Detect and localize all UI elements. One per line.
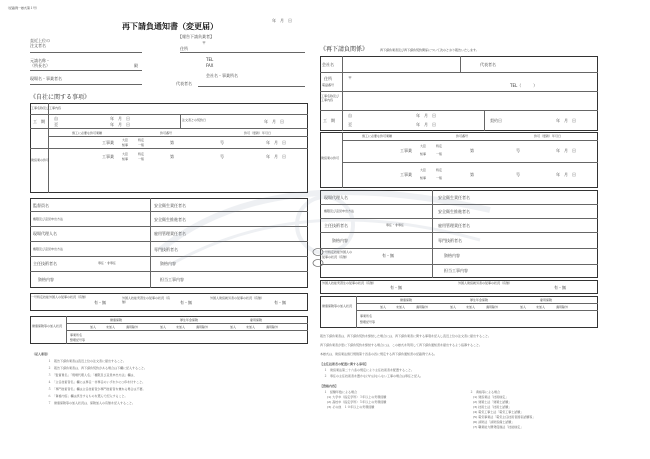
sub-governor-2: 知事: [420, 176, 427, 180]
license-label: 建設業の許可: [31, 158, 50, 162]
registered-label: 一号特定技能外国人の従事の状況（有無）: [31, 295, 89, 299]
pension-joined: 加入: [160, 325, 167, 329]
sub-special-1: 特定: [436, 144, 443, 148]
sub-period-from-date: 年 月 日: [416, 113, 436, 118]
sub-foreign-trainee-label: 外国人技能実習生の従事の状況（有無）: [322, 281, 377, 285]
general-2: 一般: [138, 157, 145, 161]
period-from: 自: [54, 116, 58, 121]
sub-insurance-row-line-1: [356, 303, 598, 304]
sub-company-col-line: [342, 56, 343, 131]
sub-health-joined: 加入: [380, 305, 387, 309]
sub-health-exempt: 適用除外: [416, 305, 429, 309]
sub-health-ins-label: 健康保険: [400, 298, 413, 302]
right-note-q9: (4) 電気工事士法「電気工事士試験」: [470, 410, 524, 414]
minister-1: 大臣: [122, 138, 129, 142]
work-name-label: 工事名称及び工事内容: [31, 106, 62, 110]
qualification-label-2: 資格内容: [160, 261, 176, 266]
submitter-line-1: [180, 52, 305, 53]
sub-foreign-construction-value: 有・無: [554, 285, 566, 290]
period-to: 至: [54, 122, 58, 127]
sub-full-time-label: 専任・非専任: [386, 223, 405, 227]
license-type-label: 施工に必要な許可業種: [72, 131, 103, 135]
personnel-row-line-3: [30, 241, 308, 242]
go-1: 号: [220, 140, 224, 145]
right-note-p1: 報告下請負業者は、再下請負契約を締結した場合には、再下請負業者に関する事項を記入し直近上位の注文者に提出すること。: [320, 334, 492, 338]
sub-period-label: 工 期: [323, 118, 335, 123]
right-note-p2: 再下請負業者が更に下請負契約を締結する場合には、この様式を利用して再下請負通知書を提出するよう指導すること。: [320, 343, 483, 347]
sub-office-name-label: 事業所名: [360, 314, 373, 318]
go-2: 号: [220, 154, 224, 159]
sub-employment-joined: 加入: [520, 305, 527, 309]
insurance-head: 健康保険等の加入状況: [32, 324, 63, 328]
sub-company-label: 会社名: [322, 62, 334, 67]
sub-minister-1: 大臣: [420, 144, 427, 148]
dono-label: 殿: [134, 63, 138, 68]
engineer-label: 主任技術者名: [33, 261, 57, 266]
sub-go-1: 号: [516, 148, 520, 153]
sub-insurance-head: 健康保険等の加入状況: [322, 304, 353, 308]
recipient-line-2: [30, 70, 142, 71]
note-7: ７ 健康保険等の加入状況は、保険加入の有無を記入すること。: [48, 401, 136, 405]
own-table-row-line-2: [30, 128, 308, 129]
sub-license-type-label: 施工に必要な許可業種: [362, 134, 393, 138]
pension-label: 厚生年金保険: [180, 318, 199, 322]
right-note-q3: (2) 高校卒（指定学科）５年以上の実務経験: [324, 400, 387, 404]
sub-specialist-label: 専門技術者名: [438, 238, 462, 243]
contract-date-label: 注文者との契約日: [182, 118, 207, 122]
sub-company-row-line-1: [320, 72, 598, 73]
sub-work-name-label: 工事名称及び工事内容: [321, 94, 340, 102]
note-5: ５ 「専門技術者名」欄は主任技術者が専門技術者を兼ねる場合は不要。: [48, 387, 146, 391]
personnel-row-line-2: [30, 226, 308, 227]
sub-special-2: 特定: [436, 168, 443, 172]
sub-permit-date-label: 許可（更新）年月日: [534, 134, 562, 138]
permit-no-label: 許可番号: [160, 131, 173, 135]
submitter-postal: 〒: [202, 40, 206, 45]
recipient-label-1: 直近上位の: [30, 38, 50, 43]
sub-company-row-line-3: [320, 110, 598, 111]
dai-1: 第: [170, 140, 174, 145]
sub-license-label: 建設業の許可: [321, 156, 340, 160]
work-content-label: 担当工事内容: [160, 277, 184, 282]
submitter-tel: TEL: [206, 57, 214, 62]
sub-license-row-line-1: [342, 140, 598, 141]
sub-pension-joined: 加入: [450, 305, 457, 309]
sub-tel: TEL（ ）: [510, 83, 538, 88]
foreign-construction-label: 外国人建設就労者の従事の状況（有無）: [210, 296, 265, 300]
sub-period-from: 自: [348, 113, 352, 118]
agent-label-2: （所長名）: [30, 63, 50, 68]
right-note-q8: (3) 技術士法「技術士試験」: [470, 405, 512, 409]
sub-minister-2: 大臣: [420, 168, 427, 172]
site-agent-label: 現場代理人名: [33, 231, 57, 236]
sub-safety-promoter-label: 安全衛生推進者名: [438, 209, 470, 214]
foreign-trainee-value: 有・無: [180, 300, 192, 305]
employment-not-joined: 未加入: [246, 325, 256, 329]
employment-exempt: 適用除外: [266, 325, 279, 329]
sub-auth-person-label: 権限及び意見申出方法: [324, 209, 355, 213]
recipient-label-2: 注文者名: [30, 43, 46, 48]
auth-person-label: 権限及び意見申出方法: [33, 217, 64, 221]
permit-date-2: 年 月 日: [266, 154, 286, 159]
sub-work-kind-1: 工事業: [400, 148, 412, 153]
full-time-label: 専任・非専任: [98, 261, 117, 265]
sub-rep-col-line: [460, 56, 461, 72]
governor-2: 知事: [122, 157, 129, 161]
right-note-q6: (1) 建設業法「技術検定」: [470, 395, 509, 399]
sub-permit-no-label: 許可番号: [456, 134, 469, 138]
contract-date-col-line: [180, 114, 181, 128]
sub-contract-col-line: [484, 110, 485, 131]
period-from-date: 年 月 日: [110, 116, 130, 121]
period-to-date: 年 月 日: [110, 122, 130, 127]
agent-label-1: 元請名称・: [30, 58, 50, 63]
health-ins-label: 健康保険: [110, 318, 123, 322]
health-not-joined: 未加入: [106, 325, 116, 329]
personnel-row-line-4: [30, 256, 308, 257]
contract-date-value: 年 月 日: [264, 119, 284, 124]
right-note-q11: (6) 消防法「消防設備士試験」: [470, 420, 515, 424]
form-number: （記載例一様式第１号）: [6, 6, 40, 10]
binder-holes-icon: [311, 247, 325, 269]
sub-permit-date-1: 年 月 日: [556, 148, 576, 153]
employment-mgr-label: 雇用管理責任者名: [154, 231, 186, 236]
sub-office-code-label: 整理記号等: [360, 320, 376, 324]
sub-dai-1: 第: [470, 148, 474, 153]
sub-registered-label-1: 一号特定技能外国人の: [322, 250, 353, 254]
foreign-construction-value: 有・無: [274, 300, 286, 305]
sub-pension-exempt: 適用除外: [486, 305, 499, 309]
pension-exempt: 適用除外: [196, 325, 209, 329]
date-label: 年 月 日: [272, 18, 292, 23]
sub-personnel-row-line-4: [320, 248, 598, 249]
sub-permit-date-2: 年 月 日: [556, 172, 576, 177]
period-label: 工 期: [33, 119, 45, 124]
sub-go-2: 号: [516, 172, 520, 177]
foreign-trainee-label: 外国人技能実習生の従事の状況（有無）: [122, 296, 171, 304]
employment-ins-label: 雇用保険: [250, 318, 263, 322]
sub-contract-label: 契約日: [490, 118, 502, 123]
dai-2: 第: [170, 154, 174, 159]
sub-work-kind-2: 工事業: [400, 172, 412, 177]
work-kind-1: 工事業: [102, 140, 114, 145]
right-note-s1: １ 建設業法第二十六条の規定により主任技術者を配置すること。: [324, 368, 415, 372]
sub-rep-label: 代表者名: [480, 62, 496, 67]
sub-employment-ins-label: 雇用保険: [540, 298, 553, 302]
insurance-row-line-1: [66, 323, 308, 324]
sub-general-1: 一般: [436, 152, 443, 156]
insurance-row-line-2: [66, 330, 308, 331]
permit-date-1: 年 月 日: [266, 140, 286, 145]
sub-insurance-col-line: [356, 296, 357, 328]
health-exempt: 適用除外: [126, 325, 139, 329]
employment-joined: 加入: [230, 325, 237, 329]
sub-company-row-line-2: [320, 91, 598, 92]
right-note-q4: (3) その他 １０年以上の実務経験: [324, 405, 375, 409]
sub-period-to-date: 年 月 日: [416, 122, 436, 127]
specialist-label: 専門技術者名: [154, 247, 178, 252]
sub-foreign-trainee-value: 有・無: [390, 285, 402, 290]
registered-value: 有・無: [94, 300, 106, 305]
own-section-heading: 《自社に関する事項》: [30, 94, 91, 101]
office-code-label: 整理記号等: [70, 338, 86, 342]
page-title: 再下請負通知書（変更届）: [122, 22, 218, 31]
submitter-company: 会社名・事業所名: [206, 73, 238, 78]
general-1: 一般: [138, 143, 145, 147]
sub-personnel-row-line-3: [320, 232, 598, 233]
submitter-head: 【報告下請負業者】: [178, 34, 214, 39]
safety-promoter-label: 安全衛生推進者名: [154, 217, 186, 222]
sub-tel-label: 電話番号: [322, 83, 335, 87]
sub-postal: 〒: [348, 75, 352, 80]
own-table-row-line-3: [30, 148, 308, 149]
note-4: ４ 「主任技術者名」欄には専任・非専任のいずれかに○印を付すこと。: [48, 380, 146, 384]
right-note-q10: (5) 電気事業法「電気主任技術者国家試験等」: [470, 415, 536, 419]
personnel-row-line-1: [30, 211, 308, 212]
submitter-fax: FAX: [206, 63, 214, 68]
sub-address-label: 住所: [324, 76, 332, 81]
sub-site-agent-label: 現場代理人名: [324, 195, 348, 200]
auth-person-label-2: 権限及び意見申出方法: [33, 247, 64, 251]
right-note-sec1: 【主任技術者の配置に関する事項】: [320, 362, 369, 366]
pension-not-joined: 未加入: [176, 325, 186, 329]
note-2: ２ 報告下請負業者は、再下請負契約がある場合は下欄に記入すること。: [48, 366, 148, 370]
notes-head: （記入要領）: [32, 352, 51, 356]
sub-pension-not-joined: 未加入: [466, 305, 476, 309]
right-note-q2: (1) 大学卒（指定学科）３年以上の実務経験: [324, 395, 387, 399]
sub-insurance-row-line-2: [356, 310, 598, 311]
sub-safety-mgr-label: 安全衛生責任者名: [438, 195, 470, 200]
work-kind-2: 工事業: [102, 154, 114, 159]
sub-employment-mgr-label: 雇用管理責任者名: [438, 223, 470, 228]
left-page: [6, 6, 308, 428]
sub-personnel-row-line-1: [320, 204, 598, 205]
note-3: ３ 「監督員名」「現場代理人名」「権限及び意見申出方法」欄は、: [48, 373, 137, 377]
right-note-q1: １ 経験年数による場合: [324, 390, 358, 394]
right-note-p3: 本様式は、建設業法施行規則第十四条の四に規定する再下請負通知書の記載例である。: [320, 352, 438, 356]
submitter-rep: 代表者名: [176, 81, 192, 86]
health-joined: 加入: [90, 325, 97, 329]
sub-engineer-label: 主任技術者名: [324, 223, 348, 228]
special-1: 特定: [138, 138, 145, 142]
recipient-line-3: [30, 84, 142, 85]
right-intro: 再下請負業者及び再下請負契約関係について次のとおり報告いたします。: [380, 48, 479, 52]
sub-employment-not-joined: 未加入: [536, 305, 546, 309]
submitter-address: 住所: [180, 46, 188, 51]
sub-work-content-label: 担当工事内容: [444, 268, 468, 273]
sub-employment-exempt: 適用除外: [556, 305, 569, 309]
sub-registered-label-2: 従事の状況（有無）: [322, 255, 350, 259]
office-name-label: 事業所名: [70, 333, 83, 337]
sub-contract-value: 年 月 日: [556, 118, 576, 123]
note-1: １ 報告下請負業者は直近上位の注文者に提出すること。: [48, 359, 127, 363]
sub-pension-label: 厚生年金保険: [470, 298, 489, 302]
own-table-row-line-1: [30, 114, 308, 115]
special-2: 特定: [138, 152, 145, 156]
sub-qualification-label-2: 資格内容: [444, 253, 460, 258]
right-section-heading: 《再下請負関係》: [320, 46, 369, 53]
right-note-s2: ２ 専任の主任技術者を置かなければならない工事の場合は専任と記入。: [324, 374, 424, 378]
supervisor-label: 監督員名: [33, 203, 49, 208]
submitter-line-2: [198, 86, 305, 87]
right-note-q7: (2) 建築士法「建築士試験」: [470, 400, 512, 404]
license-row-line: [48, 136, 308, 137]
right-note-q5: ２ 資格等による場合: [470, 390, 501, 394]
right-note-q12: (7) 職業能力開発促進法「技能検定」: [470, 425, 524, 429]
right-note-sec2: 【資格内容】: [320, 384, 339, 388]
sub-governor-1: 知事: [420, 152, 427, 156]
note-6: ６ 「資格内容」欄は該当するものを選んで記入すること。: [48, 394, 128, 398]
sub-registered-value: 有・無: [382, 253, 394, 258]
site-label: 現場名・事業者名: [30, 76, 62, 81]
sub-qualification-label: 資格内容: [332, 238, 348, 243]
sub-license-col-line: [342, 132, 343, 188]
personnel-row-line-5: [30, 271, 308, 272]
recipient-line-1: [30, 52, 142, 53]
right-page: [320, 28, 598, 428]
sub-dai-2: 第: [470, 172, 474, 177]
sub-personnel-row-line-2: [320, 218, 598, 219]
sub-health-not-joined: 未加入: [396, 305, 406, 309]
sub-personnel-row-line-5: [320, 264, 598, 265]
permit-date-label: 許可（更新）年月日: [244, 131, 272, 135]
sub-general-2: 一般: [436, 176, 443, 180]
sub-period-to: 至: [348, 122, 352, 127]
sub-license-row-line-2: [342, 162, 598, 163]
minister-2: 大臣: [122, 152, 129, 156]
safety-mgr-label: 安全衛生責任者名: [154, 203, 186, 208]
governor-1: 知事: [122, 143, 129, 147]
sub-foreign-construction-label: 外国人建設就労者の従事の状況（有無）: [458, 281, 513, 285]
qualification-label: 資格内容: [38, 277, 54, 282]
